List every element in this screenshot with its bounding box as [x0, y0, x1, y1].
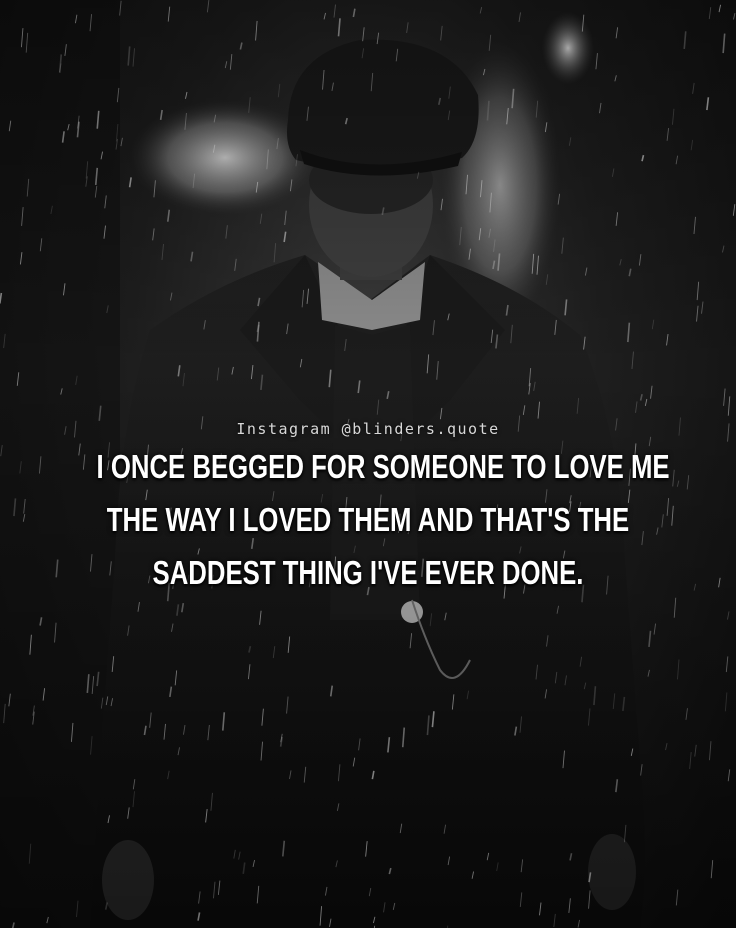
quote-line: THE WAY I LOVED THEM AND THAT'S THE [106, 501, 630, 538]
instagram-watermark: Instagram @blinders.quote [236, 420, 500, 438]
quote-text-block [20, 440, 716, 599]
quote-line: SADDEST THING I'VE EVER DONE. [152, 554, 584, 591]
quote-line: I ONCE BEGGED FOR SOMEONE TO LOVE ME [96, 448, 670, 485]
